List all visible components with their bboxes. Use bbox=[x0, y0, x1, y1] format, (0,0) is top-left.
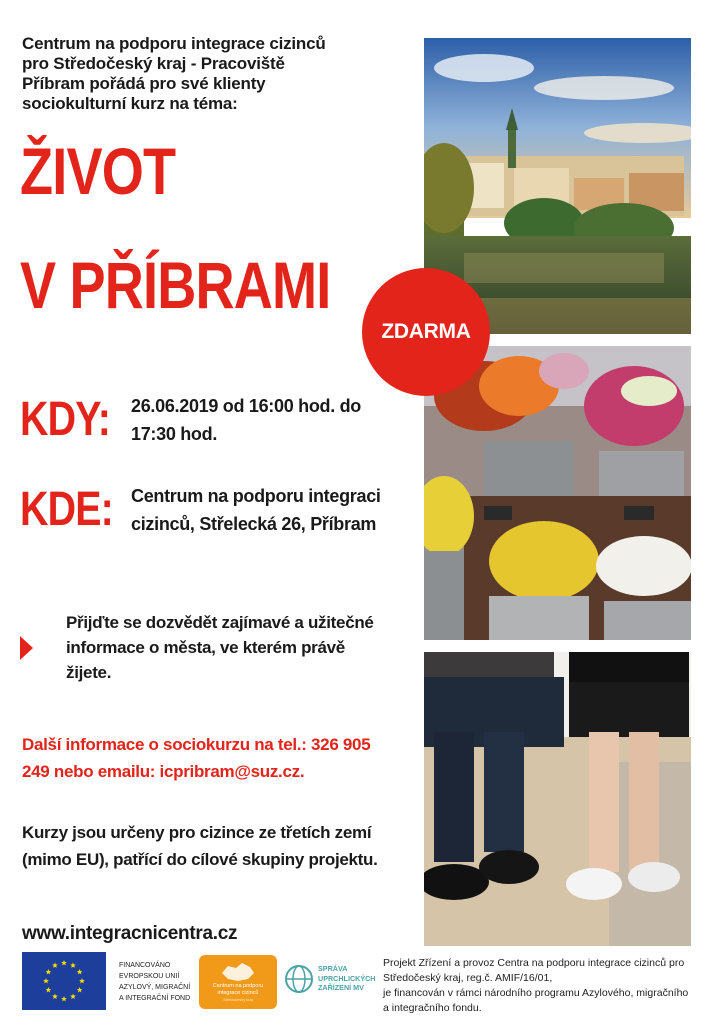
center-logo-name: Centrum na podporu integrace cizinců bbox=[212, 983, 264, 996]
where-line: cizinců, Střelecká 26, Příbram bbox=[131, 514, 377, 534]
fund-line: FINANCOVÁNO bbox=[119, 962, 171, 969]
project-line: a integračního fondu. bbox=[383, 1002, 482, 1014]
globe-icon bbox=[284, 964, 314, 994]
when-line: 26.06.2019 od 16:00 hod. do bbox=[131, 396, 361, 416]
eligibility-line: Kurzy jsou určeny pro cizince ze třetích zemí bbox=[22, 823, 372, 842]
invitation-line: informace o města, ve kterém právě bbox=[66, 638, 345, 657]
eu-star-icon bbox=[46, 969, 52, 974]
free-badge-label: ZDARMA bbox=[381, 320, 471, 343]
suz-line: UPRCHLICKÝCH bbox=[318, 973, 376, 983]
eu-star-icon bbox=[70, 962, 76, 967]
contact-line: Další informace o sociokurzu na tel.: 326 905 bbox=[22, 735, 371, 754]
intro-line: pro Středočeský kraj - Pracoviště bbox=[22, 54, 285, 73]
eu-star-icon bbox=[61, 996, 67, 1001]
eu-star-icon bbox=[77, 987, 83, 992]
when-line: 17:30 hod. bbox=[131, 424, 218, 444]
where-line: Centrum na podporu integraci bbox=[131, 486, 381, 506]
contact-line: 249 nebo emailu: icpribram@suz.cz. bbox=[22, 762, 305, 781]
course-title-line-1: ŽIVOT bbox=[20, 134, 176, 208]
contact-info bbox=[22, 731, 387, 785]
eu-flag-icon bbox=[22, 952, 106, 1010]
fund-line: EVROPSKOU UNIÍ bbox=[119, 973, 180, 980]
project-line: Projekt Zřízení a provoz Centra na podporu integrace cizinců pro bbox=[383, 957, 685, 969]
free-badge bbox=[362, 268, 490, 396]
intro-line: sociokulturní kurz na téma: bbox=[22, 94, 238, 113]
invitation-line: žijete. bbox=[66, 663, 112, 682]
suz-logo bbox=[284, 960, 379, 1000]
photo-couple-sitting bbox=[424, 652, 691, 946]
when-label: KDY: bbox=[20, 393, 111, 446]
website-link[interactable]: www.integracnicentra.cz bbox=[22, 923, 238, 944]
organizer-intro bbox=[22, 34, 382, 114]
photo-flower-buckets bbox=[424, 346, 691, 640]
intro-line: Příbram pořádá pro své klienty bbox=[22, 74, 266, 93]
project-line: Středočeský kraj, reg.č. AMIF/16/01, bbox=[383, 972, 553, 984]
eligibility-note bbox=[22, 819, 392, 873]
center-logo-region: Středočeský kraj bbox=[223, 997, 253, 1002]
fund-line: A INTEGRAČNÍ FOND bbox=[119, 995, 191, 1002]
suz-line: SPRÁVA bbox=[318, 964, 348, 973]
eu-star-icon bbox=[70, 994, 76, 999]
project-line: je financován v rámci národního programu Azylového, migračního bbox=[383, 987, 689, 999]
eu-star-icon bbox=[77, 969, 83, 974]
eu-star-icon bbox=[79, 978, 85, 983]
integration-center-logo bbox=[199, 955, 277, 1009]
eu-star-icon bbox=[61, 960, 67, 965]
eu-star-icon bbox=[52, 962, 58, 967]
invitation-line: Přijďte se dozvědět zajímavé a užitečné bbox=[66, 613, 374, 632]
eu-star-icon bbox=[43, 978, 49, 983]
intro-line: Centrum na podporu integrace cizinců bbox=[22, 34, 326, 53]
where-value bbox=[131, 482, 403, 538]
where-label: KDE: bbox=[20, 483, 113, 536]
czech-map-icon bbox=[220, 961, 256, 983]
eu-star-icon bbox=[46, 987, 52, 992]
fund-line: AZYLOVÝ, MIGRAČNÍ bbox=[119, 984, 191, 991]
suz-line: ZAŘÍZENÍ MV bbox=[318, 983, 364, 992]
bullet-arrow-icon bbox=[20, 636, 33, 660]
project-funding-text bbox=[383, 956, 713, 1016]
course-title-line-2: V PŘÍBRAMI bbox=[20, 248, 331, 322]
when-value bbox=[131, 392, 403, 448]
invitation-text bbox=[66, 610, 386, 685]
eu-star-icon bbox=[52, 994, 58, 999]
eligibility-line: (mimo EU), patřící do cílové skupiny projektu. bbox=[22, 850, 378, 869]
